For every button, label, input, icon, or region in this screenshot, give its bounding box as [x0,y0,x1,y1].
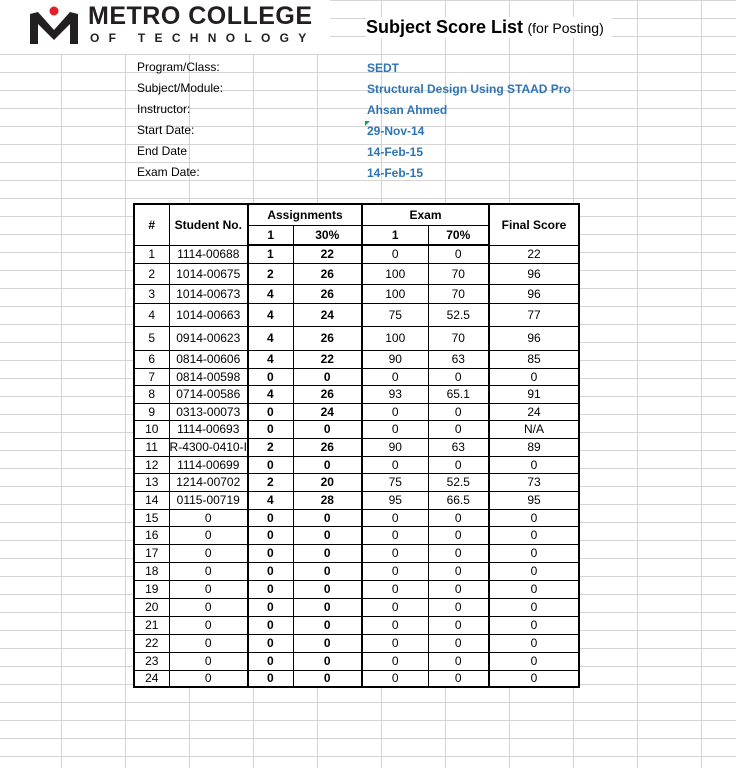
cell-final-score: 85 [489,350,579,368]
cell-assignment-1: 0 [248,634,293,652]
table-row [134,580,579,598]
cell-exam-1: 100 [362,263,428,284]
cell-assignment-1: 2 [248,438,293,456]
cell-exam-1: 0 [362,562,428,580]
cell-exam-1: 0 [362,580,428,598]
cell-row-number: 3 [134,284,169,303]
table-row [134,652,579,670]
cell-row-number: 14 [134,491,169,509]
cell-exam-1: 95 [362,491,428,509]
cell-assignment-30pct: 22 [293,350,362,368]
cell-row-number: 20 [134,598,169,616]
cell-final-score: N/A [489,420,579,438]
header-exam-1: 1 [362,225,428,245]
cell-student-no: 0 [169,670,248,687]
cell-row-number: 24 [134,670,169,687]
cell-student-no: 1114-00688 [169,245,248,263]
info-value: 14-Feb-15 [367,166,424,180]
cell-student-no: 0 [169,544,248,562]
cell-final-score: 0 [489,580,579,598]
header-exam-pct: 70% [428,225,489,245]
cell-exam-1: 0 [362,526,428,544]
cell-final-score: 24 [489,403,579,420]
cell-exam-70pct: 63 [428,350,489,368]
cell-student-no: 1014-00673 [169,284,248,303]
cell-exam-1: 0 [362,368,428,385]
course-info [133,58,613,184]
cell-student-no: R-4300-0410-I [169,440,247,454]
cell-final-score: 0 [489,526,579,544]
cell-exam-70pct: 0 [428,526,489,544]
cell-row-number: 13 [134,473,169,491]
cell-assignment-30pct: 0 [293,562,362,580]
info-row [133,163,613,184]
cell-student-no: 0814-00598 [169,368,248,385]
cell-exam-1: 100 [362,326,428,350]
cell-student-no: 0 [169,580,248,598]
cell-assignment-30pct: 0 [293,598,362,616]
cell-exam-70pct: 65.1 [428,385,489,403]
table-row [134,562,579,580]
cell-assignment-30pct: 0 [293,368,362,385]
header-assignment-1: 1 [248,225,293,245]
table-row [134,420,579,438]
cell-exam-1: 0 [362,598,428,616]
cell-row-number: 23 [134,652,169,670]
cell-exam-1: 0 [362,456,428,473]
cell-row-number: 19 [134,580,169,598]
cell-exam-1: 0 [362,420,428,438]
cell-final-score: 0 [489,652,579,670]
info-label: Instructor: [137,102,191,116]
cell-exam-1: 0 [362,245,428,263]
cell-final-score: 96 [489,326,579,350]
cell-assignment-30pct: 0 [293,456,362,473]
table-row [134,438,579,456]
cell-row-number: 18 [134,562,169,580]
cell-assignment-30pct: 24 [293,303,362,326]
cell-assignment-30pct: 0 [293,634,362,652]
cell-row-number: 4 [134,303,169,326]
cell-student-no: 0 [169,634,248,652]
cell-final-score: 0 [489,456,579,473]
info-row [133,100,613,121]
cell-comment-marker-icon [365,121,370,126]
table-row [134,385,579,403]
header-student-no: Student No. [169,204,248,245]
cell-assignment-1: 4 [248,326,293,350]
table-row [134,303,579,326]
cell-exam-70pct: 0 [428,598,489,616]
info-row [133,58,613,79]
cell-exam-1: 75 [362,473,428,491]
table-row [134,284,579,303]
page-title [366,17,612,38]
info-value: 14-Feb-15 [367,145,424,159]
cell-exam-1: 75 [362,303,428,326]
cell-student-no: 0714-00586 [169,385,248,403]
cell-row-number: 17 [134,544,169,562]
cell-assignment-1: 0 [248,562,293,580]
cell-student-no: 0 [169,562,248,580]
table-row [134,403,579,420]
cell-exam-70pct: 0 [428,634,489,652]
table-row [134,509,579,526]
cell-student-no: 1014-00675 [169,263,248,284]
header-number: # [134,204,169,245]
cell-assignment-1: 0 [248,526,293,544]
cell-final-score: 0 [489,598,579,616]
cell-assignment-30pct: 0 [293,616,362,634]
cell-exam-70pct: 63 [428,438,489,456]
table-row [134,473,579,491]
info-value: Structural Design Using STAAD Pro [367,82,571,96]
cell-row-number: 8 [134,385,169,403]
cell-student-no: 1114-00699 [169,456,248,473]
info-row [133,142,613,163]
info-row [133,121,613,142]
info-label: Start Date: [137,123,195,137]
table-row [134,245,579,263]
cell-exam-1: 0 [362,403,428,420]
cell-assignment-1: 1 [248,245,293,263]
cell-student-no: 1014-00663 [169,303,248,326]
cell-exam-70pct: 52.5 [428,473,489,491]
cell-row-number: 11 [134,438,169,456]
cell-row-number: 21 [134,616,169,634]
cell-row-number: 15 [134,509,169,526]
cell-exam-70pct: 0 [428,509,489,526]
cell-exam-1: 0 [362,652,428,670]
cell-exam-70pct: 70 [428,326,489,350]
cell-exam-1: 0 [362,544,428,562]
cell-final-score: 0 [489,616,579,634]
logo-m-icon [28,6,80,46]
cell-exam-70pct: 0 [428,652,489,670]
cell-assignment-1: 0 [248,420,293,438]
cell-exam-70pct: 0 [428,420,489,438]
cell-row-number: 16 [134,526,169,544]
cell-assignment-30pct: 0 [293,509,362,526]
cell-exam-70pct: 52.5 [428,303,489,326]
cell-student-no: 1114-00693 [169,420,248,438]
cell-assignment-30pct: 0 [293,544,362,562]
cell-assignment-30pct: 28 [293,491,362,509]
college-logo [0,0,330,54]
table-row [134,326,579,350]
cell-assignment-30pct: 0 [293,420,362,438]
cell-assignment-30pct: 20 [293,473,362,491]
cell-row-number: 1 [134,245,169,263]
cell-row-number: 9 [134,403,169,420]
cell-assignment-1: 4 [248,350,293,368]
table-row [134,544,579,562]
cell-exam-70pct: 0 [428,544,489,562]
cell-assignment-30pct: 0 [293,526,362,544]
cell-exam-70pct: 0 [428,403,489,420]
cell-student-no: 0814-00606 [169,350,248,368]
info-label: Subject/Module: [137,81,224,95]
cell-exam-1: 100 [362,284,428,303]
cell-assignment-1: 2 [248,473,293,491]
cell-final-score: 0 [489,634,579,652]
cell-exam-70pct: 0 [428,616,489,634]
cell-final-score: 22 [489,245,579,263]
cell-exam-70pct: 66.5 [428,491,489,509]
header-assignment-pct: 30% [293,225,362,245]
page-title-suffix: (for Posting) [527,20,604,36]
cell-final-score: 89 [489,438,579,456]
cell-exam-70pct: 0 [428,245,489,263]
cell-row-number: 5 [134,326,169,350]
cell-final-score: 0 [489,544,579,562]
header-final-score: Final Score [489,204,579,245]
cell-student-no: 0313-00073 [169,403,248,420]
cell-row-number: 12 [134,456,169,473]
cell-assignment-1: 2 [248,263,293,284]
cell-assignment-1: 4 [248,284,293,303]
cell-exam-1: 90 [362,350,428,368]
cell-final-score: 95 [489,491,579,509]
info-label: Exam Date: [137,165,200,179]
cell-assignment-30pct: 24 [293,403,362,420]
cell-assignment-30pct: 26 [293,263,362,284]
cell-assignment-1: 0 [248,670,293,687]
cell-assignment-30pct: 26 [293,385,362,403]
cell-final-score: 0 [489,368,579,385]
table-row [134,491,579,509]
page-title-main: Subject Score List [366,17,524,37]
table-row [134,598,579,616]
cell-assignment-1: 0 [248,456,293,473]
table-row [134,526,579,544]
cell-exam-70pct: 0 [428,456,489,473]
info-label: End Date [137,144,188,158]
cell-exam-1: 93 [362,385,428,403]
table-row [134,368,579,385]
cell-assignment-1: 4 [248,303,293,326]
cell-assignment-30pct: 0 [293,670,362,687]
table-row [134,456,579,473]
cell-student-no: 1214-00702 [169,473,248,491]
cell-row-number: 22 [134,634,169,652]
cell-exam-70pct: 0 [428,562,489,580]
table-row [134,616,579,634]
table-row [134,263,579,284]
table-row [134,634,579,652]
cell-student-no: 0 [169,652,248,670]
score-table [133,203,580,688]
logo-main-text: METRO COLLEGE [88,2,313,30]
cell-assignment-1: 4 [248,385,293,403]
info-value: 29-Nov-14 [367,124,425,138]
cell-exam-70pct: 0 [428,368,489,385]
cell-final-score: 0 [489,562,579,580]
cell-assignment-30pct: 22 [293,245,362,263]
cell-student-no: 0 [169,598,248,616]
cell-final-score: 0 [489,670,579,687]
cell-student-no: 0 [169,616,248,634]
cell-exam-70pct: 70 [428,263,489,284]
cell-exam-1: 90 [362,438,428,456]
cell-exam-70pct: 70 [428,284,489,303]
cell-student-no: 0 [169,526,248,544]
cell-assignment-30pct: 26 [293,326,362,350]
cell-row-number: 10 [134,420,169,438]
cell-assignment-30pct: 26 [293,284,362,303]
cell-assignment-1: 0 [248,368,293,385]
info-value: SEDT [367,61,400,75]
cell-assignment-1: 0 [248,616,293,634]
cell-assignment-1: 4 [248,491,293,509]
cell-student-no: 0914-00623 [169,326,248,350]
cell-exam-1: 0 [362,670,428,687]
cell-final-score: 91 [489,385,579,403]
cell-exam-70pct: 0 [428,670,489,687]
cell-assignment-1: 0 [248,580,293,598]
cell-assignment-30pct: 26 [293,438,362,456]
cell-assignment-1: 0 [248,403,293,420]
cell-student-no: 0115-00719 [169,491,248,509]
logo-sub-text: OF TECHNOLOGY [90,31,316,45]
cell-final-score: 96 [489,284,579,303]
info-label: Program/Class: [137,60,220,74]
cell-final-score: 77 [489,303,579,326]
cell-row-number: 6 [134,350,169,368]
info-row [133,79,613,100]
cell-exam-70pct: 0 [428,580,489,598]
cell-assignment-1: 0 [248,652,293,670]
cell-assignment-1: 0 [248,544,293,562]
cell-row-number: 2 [134,263,169,284]
table-row [134,350,579,368]
cell-final-score: 0 [489,509,579,526]
cell-assignment-1: 0 [248,598,293,616]
cell-student-no: 0 [169,509,248,526]
info-value: Ahsan Ahmed [367,103,448,117]
cell-exam-1: 0 [362,616,428,634]
cell-final-score: 73 [489,473,579,491]
table-row [134,670,579,687]
cell-assignment-30pct: 0 [293,652,362,670]
cell-row-number: 7 [134,368,169,385]
cell-exam-1: 0 [362,634,428,652]
cell-final-score: 96 [489,263,579,284]
cell-assignment-1: 0 [248,509,293,526]
header-exam: Exam [362,204,489,225]
cell-assignment-30pct: 0 [293,580,362,598]
cell-exam-1: 0 [362,509,428,526]
header-assignments: Assignments [248,204,362,225]
